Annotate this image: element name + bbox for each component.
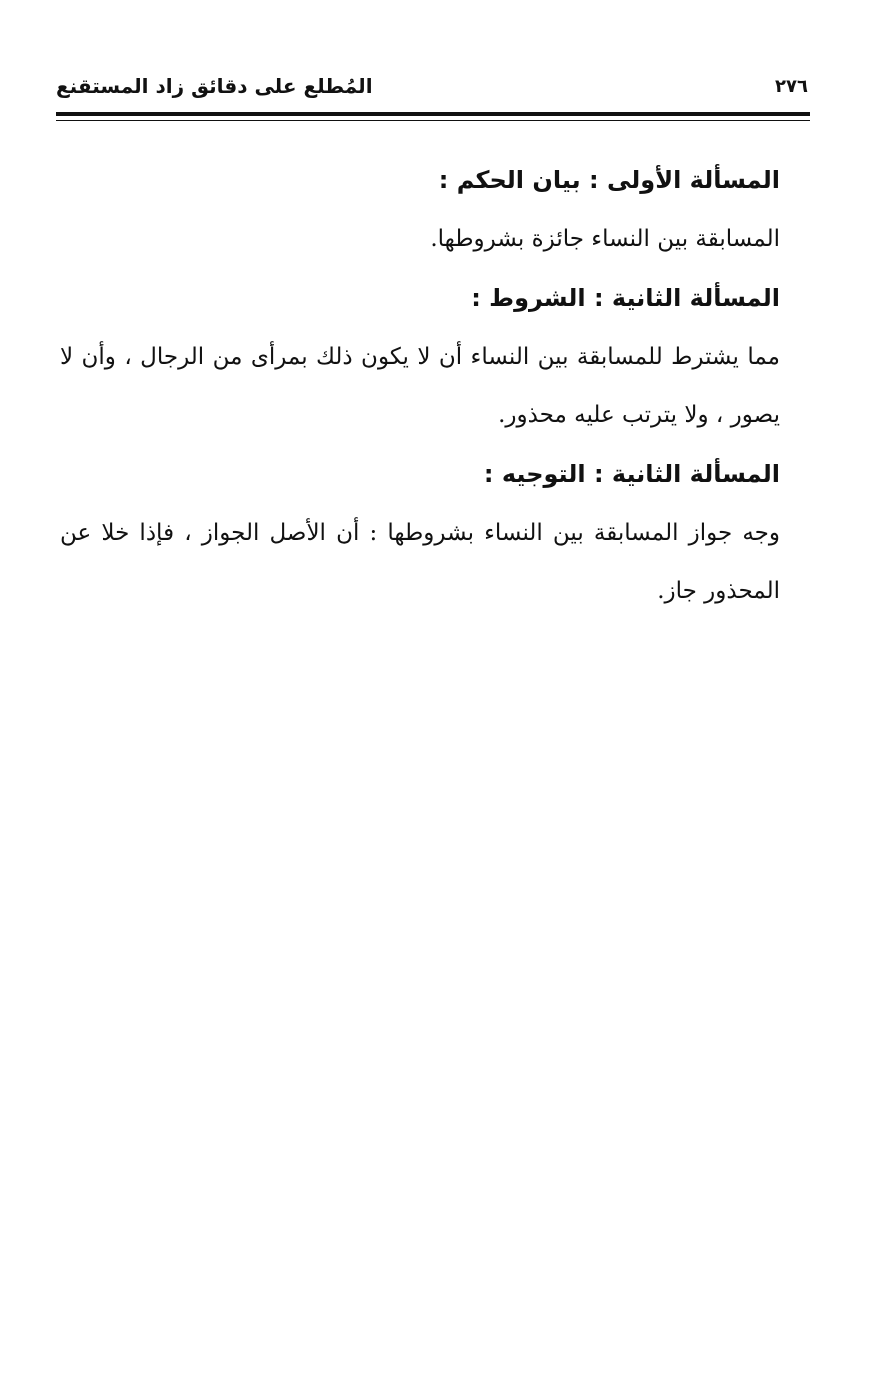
header-rule-thin xyxy=(56,120,810,121)
running-title: المُطلع على دقائق زاد المستقنع xyxy=(56,74,373,98)
section-text-conditions: مما يشترط للمسابقة بين النساء أن لا يكون ذلك بمرأى من الرجال ، وأن لا يصور ، ولا يترتب عليه محذور. xyxy=(60,344,780,428)
section-heading-justification: المسألة الثانية : التوجيه : xyxy=(483,460,780,488)
page-header xyxy=(56,72,808,112)
section-text-justification: وجه جواز المسابقة بين النساء بشروطها : أن الأصل الجواز ، فإذا خلا عن المحذور جاز. xyxy=(60,520,780,604)
section-text-ruling: المسابقة بين النساء جائزة بشروطها. xyxy=(430,226,780,252)
section-heading-conditions: المسألة الثانية : الشروط : xyxy=(471,284,780,312)
page-body xyxy=(60,150,780,620)
section-heading-ruling: المسألة الأولى : بيان الحكم : xyxy=(438,166,780,194)
page-number: ٢٧٦ xyxy=(775,76,808,97)
header-rule-thick xyxy=(56,112,810,116)
